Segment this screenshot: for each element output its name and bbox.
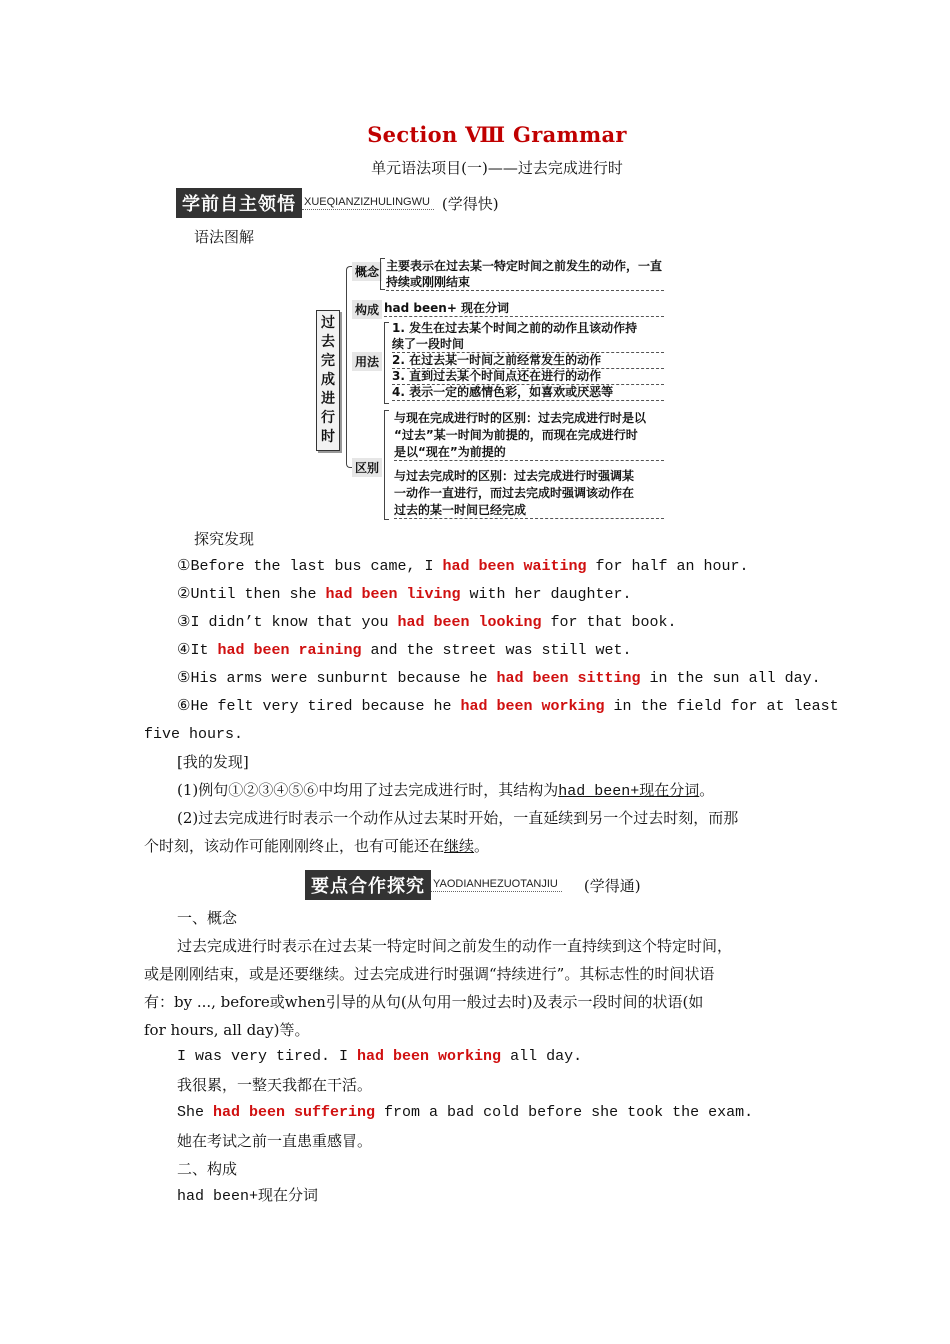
- diagram-usage-label: 用法: [352, 352, 382, 371]
- page-title: Section Ⅷ Grammar: [367, 122, 627, 147]
- point-heading-form: 二、构成: [177, 1160, 238, 1178]
- diagram-usage-4: 4. 表示一定的感情色彩，如喜欢或厌恶等: [392, 384, 664, 401]
- diagram-root: [316, 310, 340, 451]
- finding-2-text: 个时刻，该动作可能刚刚终止，也有可能还在: [144, 837, 445, 855]
- example-post: in the field for at least: [604, 698, 839, 715]
- example-post: all day.: [501, 1048, 583, 1065]
- diagram-concept-line1: 主要表示在过去某一特定时间之前发生的动作，一直: [386, 259, 663, 273]
- example-post: in the sun all day.: [640, 670, 821, 687]
- diagram-root-text: 过去完成进行时: [321, 315, 335, 445]
- finding-heading: [我的发现]: [177, 753, 249, 771]
- example-verb: had been waiting: [442, 558, 587, 575]
- example-number: ⑥: [177, 698, 191, 715]
- point-example-2: [177, 1099, 753, 1127]
- point-heading-concept: 一、概念: [177, 909, 238, 927]
- section-banner-keypoints: [305, 870, 641, 900]
- grammar-diagram: [312, 256, 672, 521]
- example-post: for that book.: [541, 614, 677, 631]
- diagram-diff-a2: “过去”某一时间为前提的，而现在完成进行时: [394, 428, 638, 442]
- finding-2-line1: (2)过去完成进行时表示一个动作从过去某时开始，一直延续到另一个过去时刻，而那: [177, 809, 739, 827]
- example-pre: It: [190, 642, 218, 659]
- example-continuation: five hours.: [144, 726, 244, 743]
- diagram-diff-b2: 一动作一直进行，而过去完成时强调该动作在: [394, 486, 635, 500]
- example-number: ②: [177, 586, 191, 603]
- diagram-form-label: 构成: [352, 300, 382, 319]
- example-number: ⑤: [177, 670, 191, 687]
- section-banner-prestudy: [176, 188, 499, 218]
- diagram-usage-2: 2. 在过去某一时间之前经常发生的动作: [392, 352, 664, 369]
- example-post: for half an hour.: [586, 558, 749, 575]
- finding-2-end: 。: [474, 837, 490, 855]
- grammar-diagram-heading: 语法图解: [194, 228, 255, 246]
- example-sentence: [177, 553, 749, 581]
- example-pre: Until then she: [190, 586, 326, 603]
- example-number: ①: [177, 558, 191, 575]
- explore-heading: 探究发现: [194, 530, 255, 548]
- diagram-diff-a3: 是以“现在”为前提的: [394, 444, 664, 461]
- example-number: ④: [177, 642, 191, 659]
- example-sentence: [177, 665, 821, 693]
- diagram-diff-a1: 与现在完成进行时的区别：过去完成进行时是以: [394, 411, 647, 425]
- point-example-1-translation: 我很累，一整天我都在干活。: [177, 1076, 373, 1094]
- finding-2-answer: 继续: [444, 837, 475, 855]
- point-example-2-translation: 她在考试之前一直患重感冒。: [177, 1132, 373, 1150]
- example-verb: had been raining: [217, 642, 362, 659]
- form-formula: had been+现在分词: [177, 1188, 319, 1205]
- banner-pinyin: XUEQIANZIZHULINGWU: [302, 196, 434, 210]
- diagram-concept-label: 概念: [352, 262, 382, 281]
- example-verb: had been living: [325, 586, 461, 603]
- concept-paragraph-line3: 有：by ..., before或when引导的从句(从句用一般过去时)及表示一段时间的状语(如: [144, 993, 704, 1011]
- example-post: with her daughter.: [460, 586, 632, 603]
- example-post: and the street was still wet.: [361, 642, 632, 659]
- example-verb: had been looking: [397, 614, 542, 631]
- example-sentence: [177, 693, 839, 721]
- diagram-usage-1a: 1. 发生在过去某个时间之前的动作且该动作持: [392, 321, 638, 335]
- diagram-concept-line2: 持续或刚刚结束: [386, 274, 664, 291]
- example-verb: had been sitting: [496, 670, 641, 687]
- example-pre: He felt very tired because he: [190, 698, 461, 715]
- banner-pinyin: YAODIANHEZUOTANJIU: [431, 878, 562, 892]
- example-pre: She: [177, 1104, 214, 1121]
- diagram-usage-1b: 续了一段时间: [392, 336, 664, 353]
- example-number: ③: [177, 614, 191, 631]
- diagram-diff-b3: 过去的某一时间已经完成: [394, 502, 664, 519]
- finding-1: [177, 776, 714, 806]
- example-pre: His arms were sunburnt because he: [190, 670, 497, 687]
- finding-1-text: (1)例句①②③④⑤⑥中均用了过去完成进行时，其结构为: [177, 781, 559, 799]
- diagram-diff-label: 区别: [352, 458, 382, 477]
- example-sentence: [177, 609, 677, 637]
- example-post: from a bad cold before she took the exam.: [375, 1104, 754, 1121]
- banner-label: 学前自主领悟: [176, 188, 302, 218]
- concept-paragraph-line1: 过去完成进行时表示在过去某一特定时间之前发生的动作一直持续到这个特定时间，: [177, 937, 733, 955]
- concept-paragraph-line2: 或是刚刚结束，或是还要继续。过去完成进行时强调“持续进行”。其标志性的时间状语: [144, 965, 715, 983]
- banner-label: 要点合作探究: [305, 870, 431, 900]
- concept-paragraph-line4: for hours, all day)等。: [144, 1021, 310, 1039]
- finding-2-line2: [144, 832, 489, 860]
- example-sentence: [177, 581, 632, 609]
- example-pre: Before the last bus came, I: [190, 558, 443, 575]
- example-verb: had been working: [460, 698, 605, 715]
- banner-tag: (学得快): [441, 194, 499, 213]
- page-subtitle: 单元语法项目(一)——过去完成进行时: [371, 159, 623, 177]
- diagram-diff-b1: 与过去完成时的区别：过去完成进行时强调某: [394, 469, 635, 483]
- diagram-usage-3: 3. 直到过去某个时间点还在进行的动作: [392, 368, 664, 385]
- point-example-1: [177, 1043, 582, 1071]
- example-verb: had been working: [357, 1048, 502, 1065]
- example-verb: had been suffering: [213, 1104, 376, 1121]
- example-pre: I didn’t know that you: [190, 614, 398, 631]
- example-sentence: [177, 637, 632, 665]
- banner-tag: (学得通): [583, 876, 641, 895]
- finding-1-end: 。: [699, 781, 715, 799]
- diagram-form-text: had been+ 现在分词: [384, 300, 664, 317]
- example-pre: I was very tired. I: [177, 1048, 358, 1065]
- finding-1-answer: had been+现在分词: [558, 783, 700, 800]
